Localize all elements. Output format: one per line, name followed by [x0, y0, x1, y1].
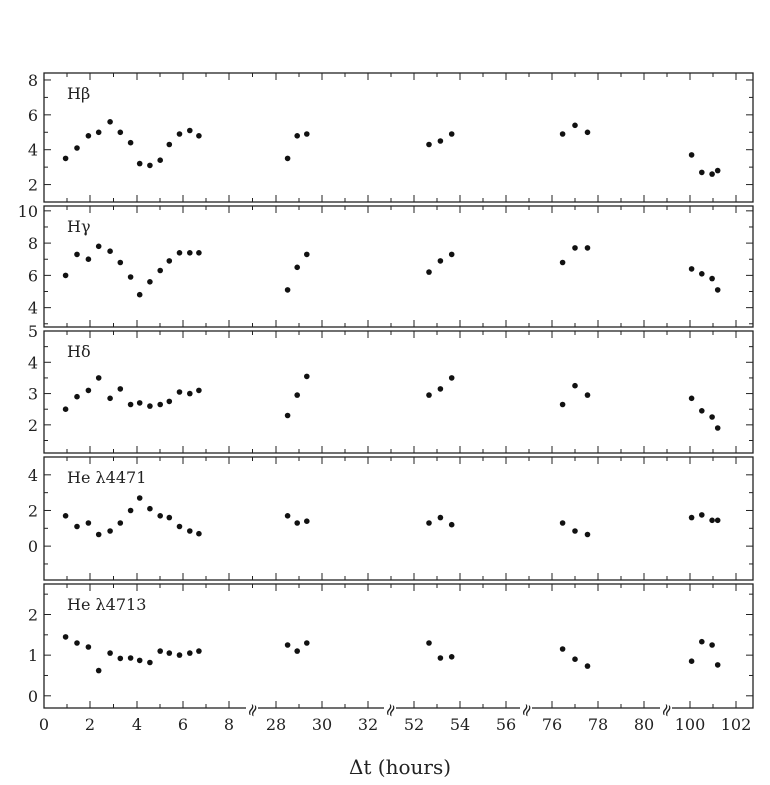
data-point	[118, 130, 124, 136]
data-point	[86, 388, 92, 394]
data-point	[128, 655, 134, 661]
data-point	[449, 654, 455, 660]
data-point	[196, 648, 202, 654]
data-point	[137, 658, 143, 664]
data-point	[74, 640, 80, 646]
data-point	[572, 528, 578, 534]
y-tick-label: 6	[27, 105, 38, 125]
data-point	[699, 512, 705, 518]
data-point	[167, 515, 173, 521]
data-point	[167, 258, 173, 264]
axis-break-mark: ≈	[515, 700, 539, 721]
data-point	[294, 392, 300, 398]
axis-break-mark: ≈	[241, 700, 265, 721]
x-tick-label: 6	[177, 715, 189, 734]
data-point	[585, 663, 591, 669]
data-point	[572, 656, 578, 662]
data-point	[560, 646, 566, 652]
y-tick-label: 2	[27, 175, 38, 195]
data-point	[304, 518, 310, 524]
data-point	[118, 260, 124, 266]
data-point	[86, 520, 92, 526]
y-tick-label: 2	[27, 605, 38, 625]
data-point	[715, 168, 721, 174]
data-point	[304, 131, 310, 137]
data-point	[715, 425, 721, 431]
data-point	[128, 508, 134, 514]
data-point	[86, 256, 92, 262]
data-point	[689, 152, 695, 158]
data-point	[63, 273, 69, 279]
data-point	[689, 396, 695, 402]
y-tick-label: 2	[27, 415, 38, 435]
data-point	[572, 123, 578, 129]
data-point	[294, 648, 300, 654]
data-point	[167, 399, 173, 405]
data-point	[560, 260, 566, 266]
data-point	[294, 133, 300, 139]
data-point	[294, 520, 300, 526]
data-point	[196, 133, 202, 139]
data-point	[177, 131, 183, 137]
data-point	[438, 258, 444, 264]
y-tick-label: 1	[27, 646, 38, 666]
data-point	[585, 532, 591, 538]
data-point	[107, 248, 113, 254]
data-point	[118, 386, 124, 392]
data-point	[709, 642, 715, 648]
data-point	[449, 252, 455, 258]
data-point	[107, 650, 113, 656]
data-point	[285, 642, 291, 648]
y-tick-label: 6	[27, 266, 38, 286]
panel	[28, 71, 753, 202]
data-point	[137, 292, 143, 298]
x-tick-label: 102	[720, 715, 752, 734]
data-point	[147, 163, 153, 169]
data-point	[285, 287, 291, 293]
data-point	[196, 250, 202, 256]
data-point	[187, 528, 193, 534]
data-point	[187, 650, 193, 656]
data-point	[118, 656, 124, 662]
data-point	[147, 660, 153, 666]
y-tick-label: 8	[27, 234, 38, 254]
data-point	[63, 156, 69, 162]
data-point	[157, 513, 163, 519]
data-point	[449, 375, 455, 381]
y-tick-label: 0	[27, 686, 38, 706]
data-point	[689, 658, 695, 664]
data-point	[449, 522, 455, 528]
data-point	[585, 130, 591, 136]
data-point	[177, 389, 183, 395]
data-point	[709, 276, 715, 282]
data-point	[572, 383, 578, 389]
x-tick-label: 28	[265, 715, 287, 734]
data-point	[157, 402, 163, 408]
x-tick-label: 2	[84, 715, 96, 734]
x-tick-label: 78	[587, 715, 609, 734]
data-point	[585, 245, 591, 251]
y-tick-label: 4	[27, 465, 38, 485]
data-point	[107, 119, 113, 125]
data-point	[63, 513, 69, 519]
x-axis-label: Δt (hours)	[348, 755, 452, 779]
data-point	[96, 668, 102, 674]
data-point	[96, 130, 102, 136]
data-point	[63, 634, 69, 640]
data-point	[137, 161, 143, 167]
y-tick-label: 2	[27, 501, 38, 521]
y-tick-label: 8	[27, 70, 38, 90]
data-point	[128, 402, 134, 408]
data-point	[285, 413, 291, 419]
panel-label: Hδ	[67, 342, 91, 361]
data-point	[96, 375, 102, 381]
data-point	[715, 287, 721, 293]
axis-break-mark: ≈	[379, 700, 403, 721]
data-point	[438, 655, 444, 661]
y-tick-label: 0	[27, 537, 38, 557]
x-tick-label: 0	[38, 715, 50, 734]
data-point	[157, 268, 163, 274]
data-point	[74, 252, 80, 258]
data-point	[187, 391, 193, 397]
data-point	[63, 406, 69, 412]
data-point	[560, 520, 566, 526]
y-tick-label: 3	[27, 384, 38, 404]
data-point	[438, 515, 444, 521]
axis-break-mark: ≈	[655, 700, 679, 721]
data-point	[157, 648, 163, 654]
data-point	[107, 528, 113, 534]
data-point	[709, 171, 715, 177]
data-point	[438, 138, 444, 144]
data-point	[426, 392, 432, 398]
data-point	[167, 142, 173, 148]
y-tick-label: 4	[27, 140, 38, 160]
x-tick-label: 56	[495, 715, 517, 734]
data-point	[196, 388, 202, 394]
data-point	[128, 274, 134, 280]
data-point	[285, 513, 291, 519]
data-point	[689, 266, 695, 272]
data-point	[699, 170, 705, 176]
data-point	[147, 403, 153, 409]
panel-label: Hγ	[67, 217, 91, 236]
x-tick-label: 52	[403, 715, 425, 734]
x-tick-label: 76	[541, 715, 563, 734]
panel-frame	[44, 331, 753, 453]
data-point	[74, 145, 80, 151]
data-point	[177, 250, 183, 256]
x-tick-label: 4	[131, 715, 143, 734]
panel-label: He λ4471	[67, 468, 147, 487]
panel	[28, 584, 753, 708]
panel-label: He λ4713	[67, 595, 147, 614]
data-point	[709, 518, 715, 524]
data-point	[118, 520, 124, 526]
data-point	[304, 640, 310, 646]
panel	[18, 202, 753, 327]
data-point	[128, 140, 134, 146]
data-point	[96, 244, 102, 250]
data-point	[177, 652, 183, 658]
data-point	[86, 644, 92, 650]
data-point	[585, 392, 591, 398]
data-point	[438, 386, 444, 392]
data-point	[196, 531, 202, 537]
data-point	[426, 640, 432, 646]
data-point	[426, 142, 432, 148]
panel-frame	[44, 73, 753, 202]
y-tick-label: 4	[27, 298, 38, 318]
y-tick-label: 10	[17, 201, 38, 221]
data-point	[699, 271, 705, 277]
data-point	[96, 532, 102, 538]
x-tick-label: 8	[223, 715, 235, 734]
data-point	[137, 495, 143, 501]
data-point	[715, 662, 721, 668]
data-point	[157, 157, 163, 163]
panels-group	[18, 71, 753, 708]
data-point	[426, 520, 432, 526]
data-point	[715, 518, 721, 524]
data-point	[285, 156, 291, 162]
panel	[28, 322, 753, 453]
data-point	[147, 506, 153, 512]
data-point	[572, 245, 578, 251]
panel-frame	[44, 457, 753, 580]
data-point	[187, 128, 193, 134]
data-point	[709, 414, 715, 420]
data-point	[560, 402, 566, 408]
panel-label: Hβ	[67, 84, 91, 103]
data-point	[689, 515, 695, 521]
data-point	[304, 252, 310, 258]
data-point	[86, 133, 92, 139]
data-point	[560, 131, 566, 137]
data-point	[426, 269, 432, 275]
data-point	[177, 524, 183, 530]
data-point	[699, 639, 705, 645]
data-point	[137, 400, 143, 406]
data-point	[294, 265, 300, 271]
data-point	[699, 408, 705, 414]
y-tick-label: 5	[27, 322, 38, 341]
data-point	[74, 524, 80, 530]
data-point	[304, 374, 310, 380]
x-tick-label: 32	[357, 715, 379, 734]
data-point	[449, 131, 455, 137]
x-tick-label: 80	[633, 715, 655, 734]
x-tick-label: 54	[449, 715, 471, 734]
x-tick-label: 100	[674, 715, 706, 734]
x-tick-label: 30	[311, 715, 333, 734]
panel-frame	[44, 206, 753, 327]
data-point	[187, 250, 193, 256]
panel-frame	[44, 584, 753, 708]
data-point	[107, 396, 113, 402]
panel	[28, 457, 753, 580]
data-point	[147, 279, 153, 285]
data-point	[167, 650, 173, 656]
data-point	[74, 394, 80, 400]
y-tick-label: 4	[27, 353, 38, 373]
